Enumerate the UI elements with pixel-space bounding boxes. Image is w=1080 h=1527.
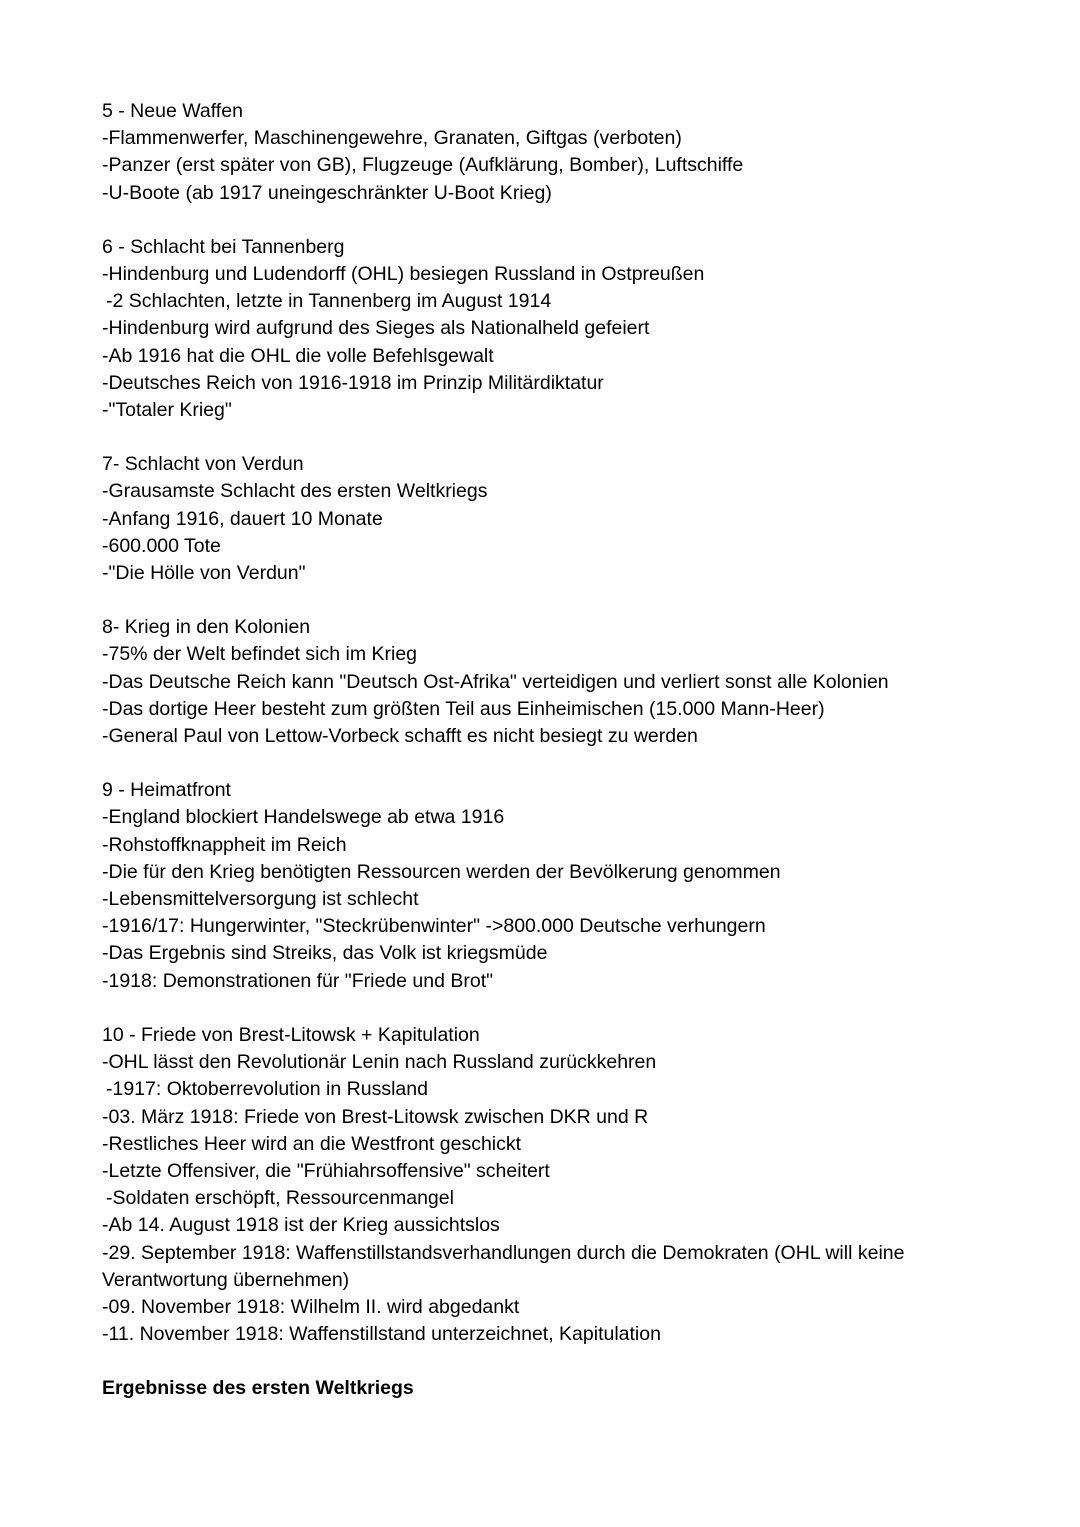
list-item: -Lebensmittelversorgung ist schlecht: [102, 888, 419, 911]
list-item-continuation: Verantwortung übernehmen): [102, 1268, 350, 1291]
list-item: -75% der Welt befindet sich im Krieg: [102, 643, 418, 666]
list-item: -Das Deutsche Reich kann "Deutsch Ost-Afrika" verteidigen und verliert sonst alle Kolonien: [102, 670, 889, 693]
section-brest-litowsk: [102, 1022, 1002, 1348]
section-neue-waffen: [102, 98, 1002, 207]
list-item: -Hindenburg wird aufgrund des Sieges als Nationalheld gefeiert: [102, 317, 650, 340]
section-tannenberg: [102, 234, 1002, 424]
list-item: -11. November 1918: Waffenstillstand unterzeichnet, Kapitulation: [102, 1323, 661, 1346]
document-page: [102, 98, 1002, 1403]
section-heading: 9 - Heimatfront: [102, 779, 231, 802]
list-item: -Anfang 1916, dauert 10 Monate: [102, 507, 383, 530]
list-item: -Hindenburg und Ludendorff (OHL) besiegen Russland in Ostpreußen: [102, 263, 705, 286]
list-item: -600.000 Tote: [102, 534, 221, 557]
section-heimatfront: [102, 777, 1002, 995]
final-heading: Ergebnisse des ersten Weltkriegs: [102, 1377, 414, 1400]
list-item: -Grausamste Schlacht des ersten Weltkriegs: [102, 480, 488, 503]
list-item: -OHL lässt den Revolutionär Lenin nach Russland zurückkehren: [102, 1051, 657, 1074]
section-heading: 8- Krieg in den Kolonien: [102, 616, 311, 639]
list-item: -"Totaler Krieg": [102, 399, 232, 422]
list-item: -Das Ergebnis sind Streiks, das Volk ist kriegsmüde: [102, 942, 548, 965]
list-item: -Letzte Offensiver, die "Frühiahrsoffensive" scheitert: [102, 1159, 550, 1182]
list-item: -Flammenwerfer, Maschinengewehre, Granaten, Giftgas (verboten): [102, 127, 682, 150]
list-item: -09. November 1918: Wilhelm II. wird abgedankt: [102, 1295, 520, 1318]
section-heading: 5 - Neue Waffen: [102, 100, 243, 122]
list-item: -2 Schlachten, letzte in Tannenberg im August 1914: [106, 290, 552, 313]
list-item: -1918: Demonstrationen für "Friede und Brot": [102, 969, 494, 992]
list-item: -U-Boote (ab 1917 uneingeschränkter U-Boot Krieg): [102, 181, 552, 204]
list-item: -Rohstoffknappheit im Reich: [102, 833, 347, 856]
section-heading: 7- Schlacht von Verdun: [102, 453, 304, 476]
list-item: -Das dortige Heer besteht zum größten Teil aus Einheimischen (15.000 Mann-Heer): [102, 697, 825, 720]
list-item: -1917: Oktoberrevolution in Russland: [106, 1078, 428, 1101]
list-item: -1916/17: Hungerwinter, "Steckrübenwinter" ->800.000 Deutsche verhungern: [102, 915, 766, 938]
list-item: -Restliches Heer wird an die Westfront geschickt: [102, 1132, 522, 1155]
list-item: -"Die Hölle von Verdun": [102, 562, 306, 585]
list-item: -England blockiert Handelswege ab etwa 1916: [102, 806, 505, 829]
section-verdun: [102, 451, 1002, 587]
list-item: -Die für den Krieg benötigten Ressourcen werden der Bevölkerung genommen: [102, 860, 781, 883]
list-item: -03. März 1918: Friede von Brest-Litowsk zwischen DKR und R: [102, 1105, 649, 1128]
list-item: -Deutsches Reich von 1916-1918 im Prinzip Militärdiktatur: [102, 371, 604, 394]
list-item: -Panzer (erst später von GB), Flugzeuge (Aufklärung, Bomber), Luftschiffe: [102, 154, 744, 177]
section-heading: 10 - Friede von Brest-Litowsk + Kapitulation: [102, 1023, 480, 1046]
list-item: -Soldaten erschöpft, Ressourcenmangel: [106, 1187, 454, 1210]
list-item: -29. September 1918: Waffenstillstandsverhandlungen durch die Demokraten (OHL will keine: [102, 1241, 905, 1264]
list-item: -Ab 1916 hat die OHL die volle Befehlsgewalt: [102, 344, 494, 367]
list-item: -Ab 14. August 1918 ist der Krieg aussichtslos: [102, 1214, 500, 1237]
list-item: -General Paul von Lettow-Vorbeck schafft es nicht besiegt zu werden: [102, 725, 698, 748]
section-heading: 6 - Schlacht bei Tannenberg: [102, 235, 345, 258]
section-kolonien: [102, 614, 1002, 750]
